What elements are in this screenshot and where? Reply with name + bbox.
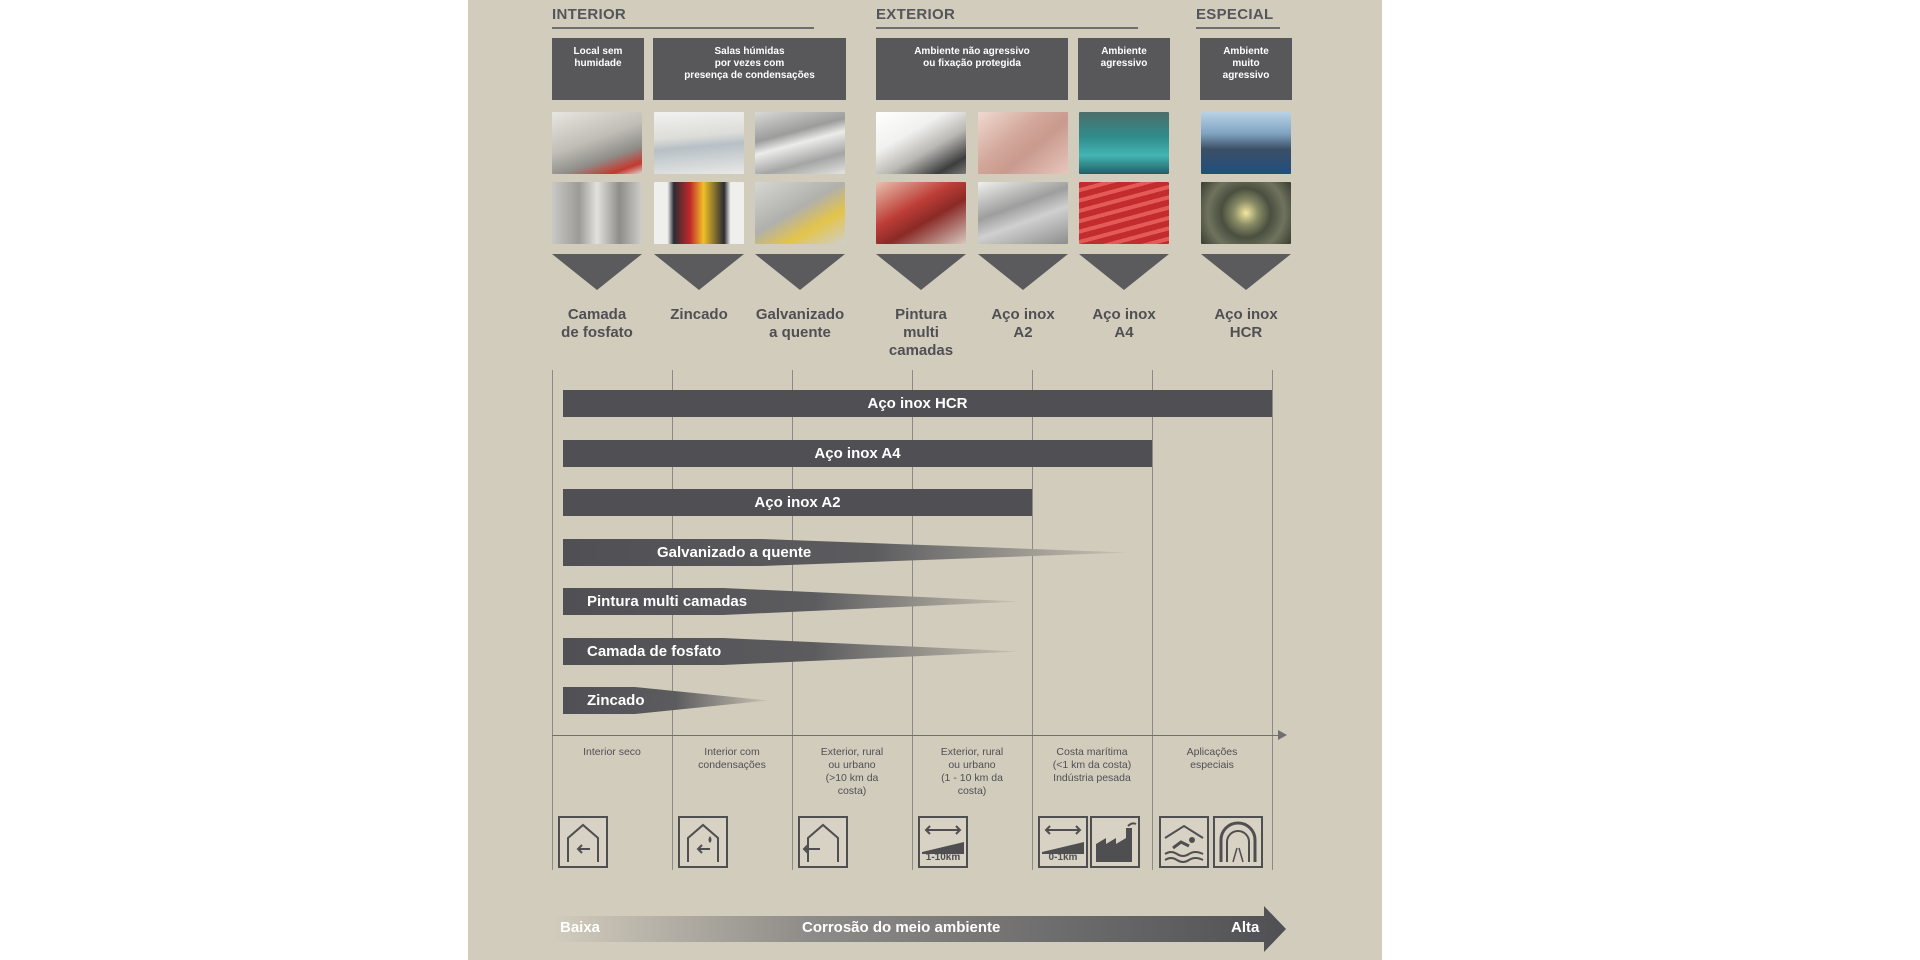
house-exterior-icon [798, 816, 848, 868]
header-salas-humidas: Salas húmidas por vezes com presença de condensações [653, 38, 846, 100]
header-ambiente-nao-agressivo: Ambiente não agressivo ou fixação protegida [876, 38, 1068, 100]
header-ambiente-muito-agressivo: Ambiente muito agressivo [1200, 38, 1292, 100]
bar-galvanizado-a-quente [563, 539, 1128, 566]
bar-label-zincado: Zincado [587, 692, 645, 709]
environment-costa-maritima: Costa marítima (<1 km da costa) Indústria pesada [1052, 746, 1132, 784]
house-dry-icon [558, 816, 608, 868]
axis-high-label: Alta [1231, 919, 1260, 936]
bar-label-camada-de-fosfato: Camada de fosfato [587, 643, 722, 660]
axis-title: Corrosão do meio ambiente [802, 919, 1001, 936]
header-ambiente-agressivo: Ambiente agressivo [1078, 38, 1170, 100]
bar-aco-inox-a2 [563, 489, 1032, 516]
coast-distance-0-1km-icon [1038, 816, 1088, 868]
environment-interior-com-condensacoes: Interior com condensações [698, 746, 766, 771]
coast-distance-1-10km-icon [918, 816, 968, 868]
material-galvanizado-a-quente: Galvanizado a quente [755, 306, 845, 341]
distance-label-1-10km: 1-10km [925, 852, 961, 863]
environment-axis-line-full [552, 735, 1280, 736]
house-condensation-icon [678, 816, 728, 868]
section-exterior-title: EXTERIOR [876, 6, 956, 23]
bar-label-galvanizado-a-quente: Galvanizado a quente [657, 544, 812, 561]
material-pintura-multi-camadas: Pintura multi camadas [888, 306, 954, 359]
bar-label-aco-inox-a4: Aço inox A4 [814, 445, 901, 462]
swimming-icon [1159, 816, 1209, 868]
material-camada-de-fosfato: Camada de fosfato [561, 306, 633, 341]
environment-exterior-1-10km: Exterior, rural ou urbano (1 - 10 km da costa) [940, 746, 1004, 797]
distance-label-0-1km: 0-1km [1048, 852, 1078, 863]
section-especial-title: ESPECIAL [1196, 6, 1274, 23]
environment-aplicacoes-especiais: Aplicações especiais [1186, 746, 1238, 771]
axis-low-label: Baixa [560, 919, 601, 936]
section-interior-title: INTERIOR [552, 6, 627, 23]
material-zincado: Zincado [670, 306, 728, 323]
corrosion-chart-panel [468, 0, 1382, 960]
bar-aco-inox-a4 [563, 440, 1152, 467]
material-aco-inox-hcr: Aço inox HCR [1214, 306, 1278, 341]
material-aco-inox-a2: Aço inox A2 [991, 306, 1055, 341]
bar-label-aco-inox-hcr: Aço inox HCR [867, 395, 968, 412]
bar-label-pintura-multi-camadas: Pintura multi camadas [587, 593, 748, 610]
tunnel-icon [1213, 816, 1263, 868]
header-local-sem-humidade: Local sem humidade [552, 38, 644, 100]
bar-label-aco-inox-a2: Aço inox A2 [754, 494, 841, 511]
factory-icon [1090, 816, 1140, 868]
environment-exterior-mais-10km: Exterior, rural ou urbano (>10 km da costa) [820, 746, 884, 797]
bar-aco-inox-hcr [563, 390, 1272, 417]
environment-interior-seco: Interior seco [583, 746, 641, 758]
material-aco-inox-a4: Aço inox A4 [1092, 306, 1156, 341]
